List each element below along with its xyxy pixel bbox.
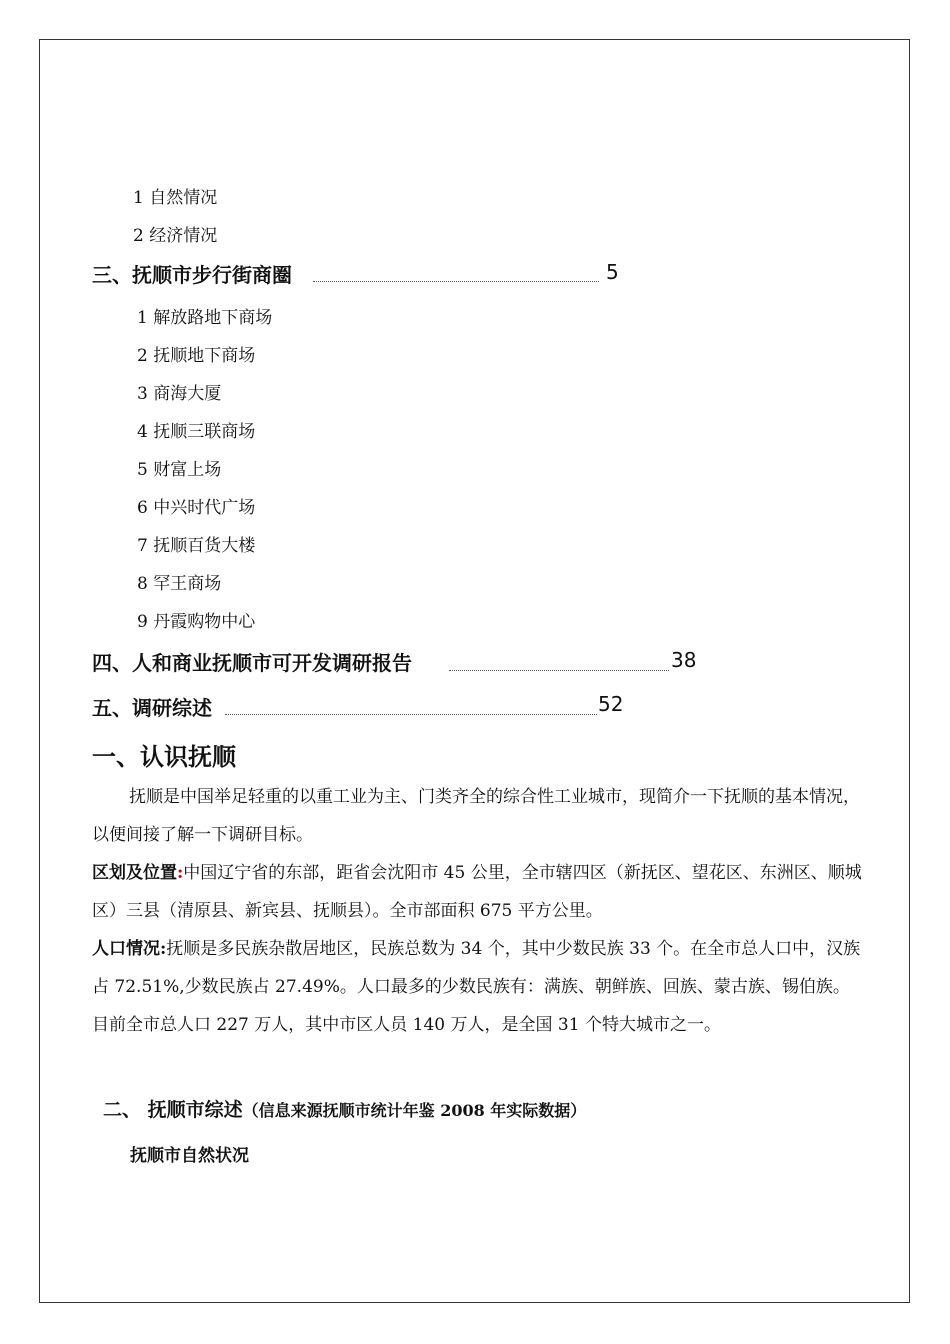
- toc-leader: [313, 281, 599, 282]
- toc-leader: [225, 714, 597, 715]
- toc-subitem: 1 自然情况: [133, 188, 218, 208]
- section-heading: 一、认识抚顺: [92, 742, 236, 771]
- region-colon: :: [177, 863, 184, 883]
- toc-subitem: 4 抚顺三联商场: [137, 422, 256, 442]
- toc-entry-3[interactable]: [92, 259, 292, 288]
- toc-entry-4[interactable]: [92, 647, 412, 676]
- region-paragraph: [92, 854, 862, 930]
- toc-page-number: 38: [671, 648, 697, 672]
- section2-note: （信息来源抚顺市统计年鉴 2008 年实际数据）: [242, 1101, 587, 1120]
- toc-subitem: 2 经济情况: [133, 226, 218, 246]
- toc-entry-title: 三、抚顺市步行街商圈: [92, 263, 292, 287]
- toc-entry-title: 四、人和商业抚顺市可开发调研报告: [92, 651, 412, 675]
- toc-subitem: 3 商海大厦: [137, 384, 222, 404]
- toc-subitem: 7 抚顺百货大楼: [137, 536, 256, 556]
- toc-subitem: 5 财富上场: [137, 460, 222, 480]
- intro-paragraph: 抚顺是中国举足轻重的以重工业为主、门类齐全的综合性工业城市，现简介一下抚顺的基本情况，以便间接了解一下调研目标。: [92, 787, 860, 845]
- subsection-heading: 抚顺市自然状况: [130, 1146, 249, 1166]
- toc-subitem: 8 罕王商场: [137, 574, 222, 594]
- toc-subitem: 1 解放路地下商场: [137, 308, 273, 328]
- section-heading-2: [103, 1095, 586, 1122]
- region-text: 中国辽宁省的东部，距省会沈阳市 45 公里，全市辖四区（新抚区、望花区、东洲区、顺城区）三县（清原县、新宾县、抚顺县）。全市部面积 675 平方公里。: [92, 863, 862, 921]
- toc-page-number: 5: [606, 260, 619, 284]
- toc-page-number: 52: [598, 692, 624, 716]
- toc-subitem: 9 丹霞购物中心: [137, 612, 256, 632]
- section2-title: 二、 抚顺市综述: [103, 1099, 243, 1121]
- population-label: 人口情况:: [92, 939, 167, 959]
- toc-subitem: 6 中兴时代广场: [137, 498, 256, 518]
- population-paragraph: [92, 930, 862, 1044]
- region-label: 区划及位置: [92, 863, 177, 883]
- population-text: 抚顺是多民族杂散居地区，民族总数为 34 个，其中少数民族 33 个。在全市总人口中，汉族占 72.51%,少数民族占 27.49%。人口最多的少数民族有：满族、朝鲜族、回族、蒙古族、锡伯族。目前全市总人口 227 万人，其中市区人员 140 万人，是全国 31 个特大城市之一。: [92, 939, 861, 1035]
- toc-subitem: 2 抚顺地下商场: [137, 346, 256, 366]
- toc-entry-title: 五、调研综述: [92, 696, 212, 720]
- toc-entry-5[interactable]: [92, 692, 212, 721]
- toc-leader: [449, 670, 669, 671]
